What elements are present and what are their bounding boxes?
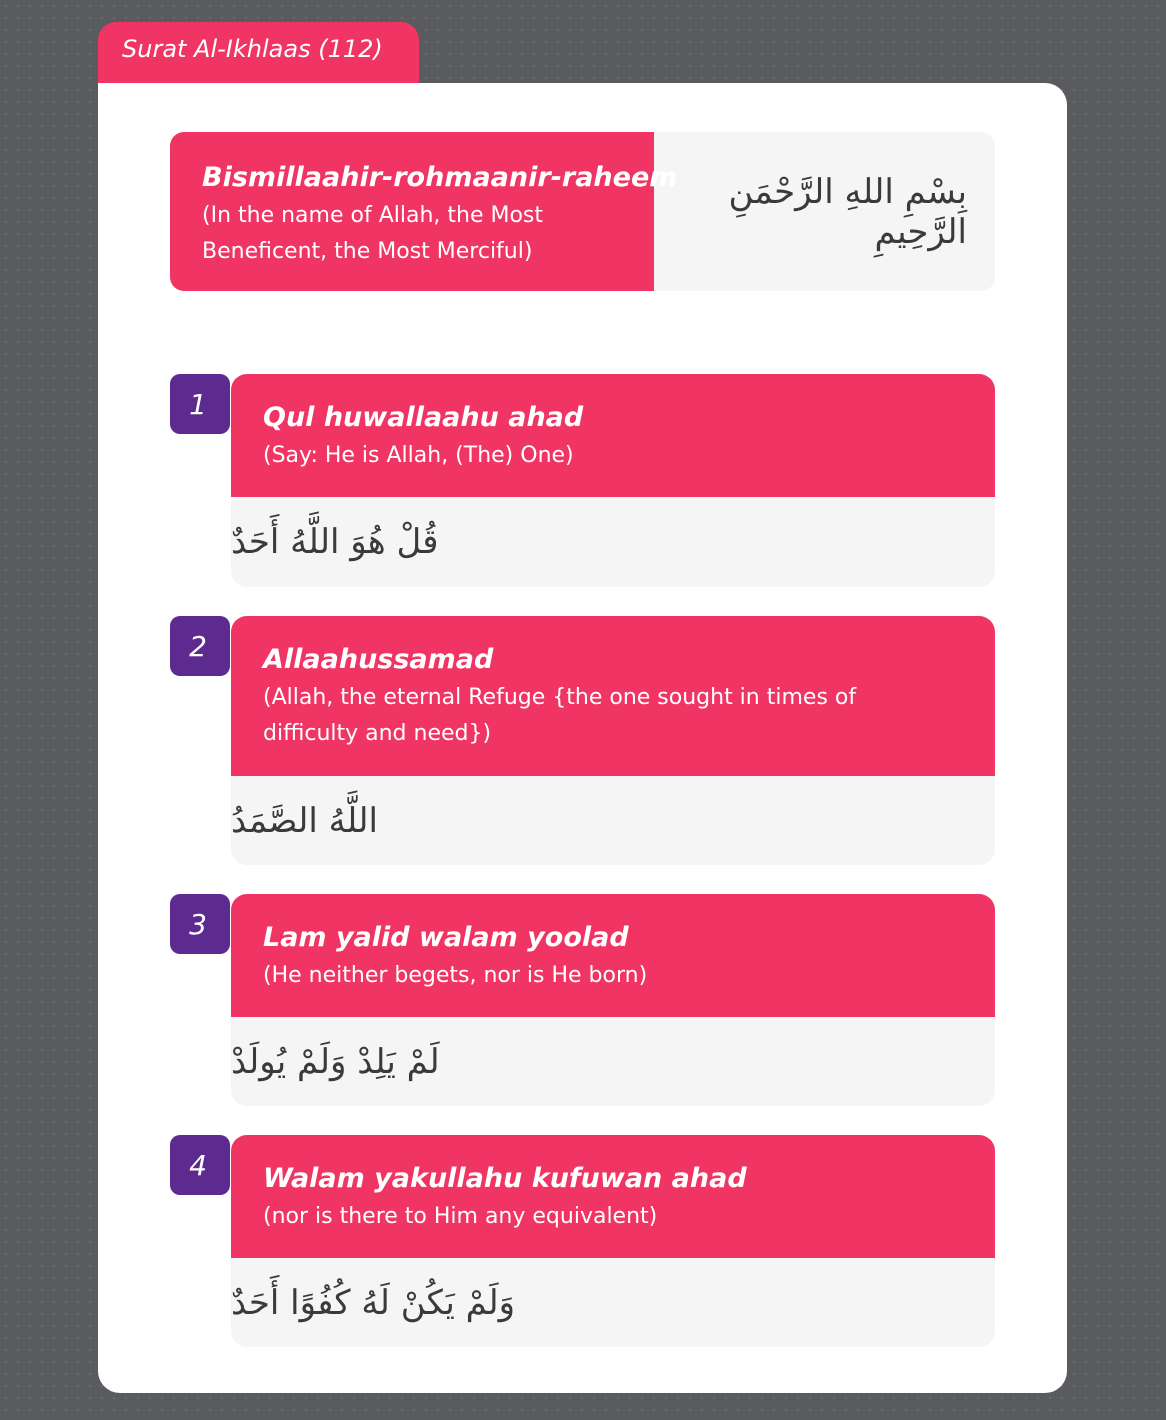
verse-box bbox=[231, 616, 995, 865]
verse-header bbox=[231, 616, 995, 776]
bismillah-transliteration: Bismillaahir-rohmaanir-raheem bbox=[202, 162, 678, 193]
verse-box bbox=[231, 1135, 995, 1347]
bismillah-translation: (In the name of Allah, the Most Beneficent, the Most Merciful) bbox=[202, 203, 543, 264]
verse-number-badge bbox=[170, 616, 230, 676]
bismillah-arabic-text: بِسْمِ اللهِ الرَّحْمَنِ الرَّحِيمِ bbox=[728, 171, 967, 252]
verse-translation: (nor is there to Him any equivalent) bbox=[263, 1204, 658, 1229]
verse-box bbox=[231, 374, 995, 587]
verse-number: 1 bbox=[189, 387, 207, 421]
verse-number: 3 bbox=[189, 907, 207, 941]
verse-number: 4 bbox=[189, 1148, 207, 1182]
surah-title: Surat Al-Ikhlaas (112) bbox=[122, 35, 383, 63]
verse-box bbox=[231, 894, 995, 1106]
bismillah-block bbox=[170, 132, 995, 291]
verse-transliteration: Walam yakullahu kufuwan ahad bbox=[263, 1163, 747, 1194]
verse-number-badge bbox=[170, 374, 230, 434]
verse-arabic bbox=[231, 1017, 995, 1106]
verse-number-badge bbox=[170, 1135, 230, 1195]
verse-transliteration: Qul huwallaahu ahad bbox=[263, 402, 584, 433]
bismillah-arabic bbox=[654, 132, 995, 291]
verse-arabic-text: اللَّهُ الصَّمَدُ bbox=[231, 800, 378, 841]
verse-arabic-text: قُلْ هُوَ اللَّهُ أَحَدٌ bbox=[231, 522, 439, 562]
verse-header bbox=[231, 374, 995, 497]
verse-arabic bbox=[231, 776, 995, 865]
verse-header bbox=[231, 1135, 995, 1258]
verse-number-badge bbox=[170, 894, 230, 954]
verse-translation: (Say: He is Allah, (The) One) bbox=[263, 443, 574, 468]
verse-1 bbox=[170, 374, 995, 587]
verse-arabic-text: وَلَمْ يَكُنْ لَهُ كُفُوًا أَحَدٌ bbox=[231, 1282, 516, 1323]
surah-card bbox=[98, 83, 1067, 1393]
verse-3 bbox=[170, 894, 995, 1106]
verse-arabic bbox=[231, 497, 995, 587]
verse-transliteration: Lam yalid walam yoolad bbox=[263, 922, 629, 953]
bismillah-text-panel bbox=[170, 132, 678, 291]
verse-arabic bbox=[231, 1258, 995, 1347]
verse-2 bbox=[170, 616, 995, 865]
verse-header bbox=[231, 894, 995, 1017]
verse-number: 2 bbox=[189, 629, 207, 663]
verse-transliteration: Allaahussamad bbox=[263, 644, 494, 675]
verse-translation: (He neither begets, nor is He born) bbox=[263, 963, 648, 988]
verse-translation: (Allah, the eternal Refuge {the one sought in times of difficulty and need}) bbox=[263, 685, 857, 746]
verse-4 bbox=[170, 1135, 995, 1347]
verse-arabic-text: لَمْ يَلِدْ وَلَمْ يُولَدْ bbox=[231, 1041, 440, 1082]
